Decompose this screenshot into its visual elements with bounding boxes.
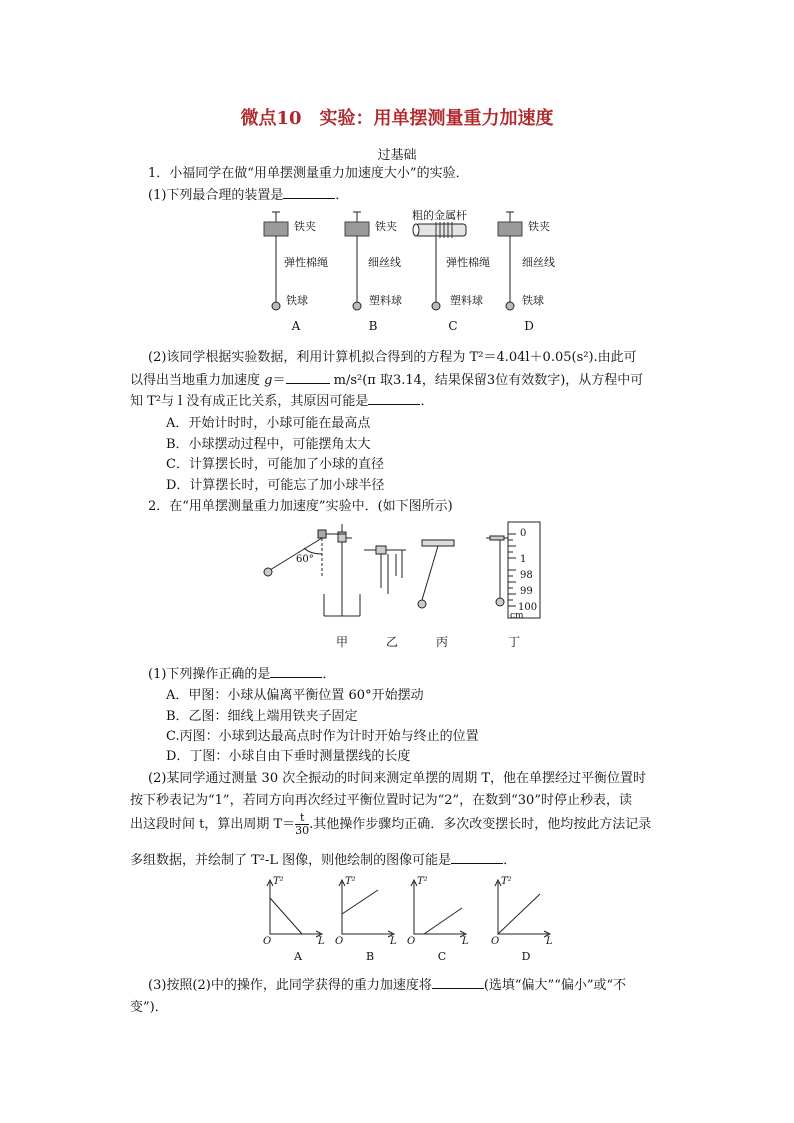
q1-p2-d: 知 T²与 l 没有成正比关系，其原因可能是 xyxy=(130,394,369,409)
q2-stem: 2．在“用单摆测量重力加速度”实验中．(如下图所示) xyxy=(148,499,453,514)
label-clamp-d: 铁夹 xyxy=(528,220,550,233)
q2-choice-d: D．丁图：小球自由下垂时测量摆线的长度 xyxy=(166,749,411,764)
q1-p2-eq: T²＝4.04l＋0.05(s²).由此可 xyxy=(469,350,637,365)
graph-option-a: A xyxy=(294,950,302,963)
label-elastic-a: 弹性棉绳 xyxy=(284,256,328,269)
q1-part1-text: (1)下列最合理的装置是 xyxy=(148,188,284,203)
q1-choice-d: D．计算摆长时，可能忘了加小球半径 xyxy=(166,478,385,493)
option-label-c: C xyxy=(448,319,458,333)
label-clamp-b: 铁夹 xyxy=(375,220,397,233)
q2-p3-b: (选填“偏大”“偏小”或“不 xyxy=(483,978,627,993)
fraction-numerator: t xyxy=(295,812,309,825)
q1-choice-a: A．开始计时时，小球可能在最高点 xyxy=(166,416,371,431)
q2-choice-a: A．甲图：小球从偏离平衡位置 60°开始摆动 xyxy=(166,688,424,703)
q1-part2-line2: 以得出当地重力加速度 g＝ m/s²(π 取3.14，结果保留3位有效数字)，从方程中可 xyxy=(130,373,644,388)
q1-p2-a: (2)该同学根据实验数据，利用计算机拟合得到的方程为 xyxy=(148,350,466,365)
pendulum-operations-figure xyxy=(256,518,556,654)
ruler-100: 100 xyxy=(518,602,538,613)
fig-label-ding: 丁 xyxy=(507,635,521,649)
ruler-99: 99 xyxy=(520,586,533,597)
section-heading: 过基础 xyxy=(377,148,417,163)
graph-c-xlabel: L xyxy=(462,936,469,947)
graph-b-ylabel: T² xyxy=(345,876,356,887)
fraction-denominator: 30 xyxy=(295,824,310,837)
graph-c-ylabel: T² xyxy=(417,876,428,887)
fig-label-jia: 甲 xyxy=(335,635,349,649)
graph-option-c: C xyxy=(437,950,447,963)
graph-a-origin: O xyxy=(263,936,272,947)
q1-p2-b: 以得出当地重力加速度 xyxy=(130,373,261,388)
label-thread-d: 细丝线 xyxy=(522,256,555,269)
angle-label: 60° xyxy=(296,554,314,565)
answer-blank[interactable] xyxy=(283,186,335,199)
answer-blank-g[interactable] xyxy=(286,371,330,384)
q1-part2-line3: 知 T²与 l 没有成正比关系，其原因可能是 ． xyxy=(130,394,434,409)
ruler-1: 1 xyxy=(520,554,527,565)
graph-d-ylabel: T² xyxy=(501,876,512,887)
graph-c-origin: O xyxy=(407,936,416,947)
graph-option-d: D xyxy=(521,950,531,963)
q1-stem: 1．小福同学在做“用单摆测量重力加速度大小”的实验． xyxy=(148,166,469,181)
fig-label-bing: 丙 xyxy=(435,635,449,649)
option-label-b: B xyxy=(368,319,378,333)
t2-l-graphs xyxy=(262,872,572,964)
label-ball-c: 塑料球 xyxy=(450,294,483,307)
q1-p2-c: m/s²(π 取3.14，结果保留3位有效数字)，从方程中可 xyxy=(333,373,644,388)
answer-blank-graph[interactable] xyxy=(451,851,503,864)
graph-d-origin: O xyxy=(491,936,500,947)
q2-part3-line2: 变”)． xyxy=(130,1000,168,1015)
q2-part3-line1 xyxy=(148,974,626,993)
q2-part1-text: (1)下列操作正确的是 xyxy=(148,667,271,682)
q2-p3-a: (3)按照(2)中的操作，此同学获得的重力加速度将 xyxy=(148,978,432,993)
label-ball-a: 铁球 xyxy=(286,294,308,307)
q2-part2-line2: 按下秒表记为“1”，若同方向再次经过平衡位置时记为“2”，在数到“30”时停止秒表，读 xyxy=(130,793,632,808)
graph-b-origin: O xyxy=(335,936,344,947)
q2-p2-l3a: 出这段时间 t，算出周期 T＝ xyxy=(130,817,296,832)
graph-d-xlabel: L xyxy=(546,936,553,947)
page-title: 微点10 实验：用单摆测量重力加速度 xyxy=(240,108,554,129)
answer-blank-reason[interactable] xyxy=(368,392,420,405)
q2-part1: (1)下列操作正确的是 ． xyxy=(148,667,336,682)
ruler-98: 98 xyxy=(520,570,533,581)
label-elastic-c: 弹性棉绳 xyxy=(446,256,490,269)
q2-choice-c: C.丙图：小球到达最高点时作为计时开始与终止的位置 xyxy=(166,729,479,744)
q1-choice-c: C．计算摆长时，可能加了小球的直径 xyxy=(166,457,384,472)
label-ball-d: 铁球 xyxy=(522,294,544,307)
option-label-a: A xyxy=(291,319,301,333)
q1-choice-b: B．小球摆动过程中，可能摆角太大 xyxy=(166,437,371,452)
answer-blank[interactable] xyxy=(270,665,322,678)
graph-b-xlabel: L xyxy=(390,936,397,947)
graph-option-b: B xyxy=(365,950,375,963)
answer-blank-g-error[interactable] xyxy=(432,976,484,989)
q2-p2-l3b: .其他操作步骤均正确．多次改变摆长时，他均按此方法记录 xyxy=(309,817,652,832)
graph-a-ylabel: T² xyxy=(273,876,284,887)
q2-part2-line1: (2)某同学通过测量 30 次全振动的时间来测定单摆的周期 T，他在单摆经过平衡位置时 xyxy=(148,771,647,786)
period-fraction xyxy=(295,812,309,837)
graph-a-xlabel: L xyxy=(318,936,325,947)
label-rod-c: 粗的金属杆 xyxy=(412,209,467,222)
q2-part2-line3 xyxy=(130,812,651,837)
q2-p2-l4: 多组数据，并绘制了 T²-L 图像，则他绘制的图像可能是 xyxy=(130,853,452,868)
ruler-unit: cm xyxy=(510,611,524,621)
q2-part2-line4: 多组数据，并绘制了 T²-L 图像，则他绘制的图像可能是 ． xyxy=(130,853,517,868)
q1-part1: (1)下列最合理的装置是 ． xyxy=(148,188,349,203)
q2-choice-b: B．乙图：细线上端用铁夹子固定 xyxy=(166,709,358,724)
option-label-d: D xyxy=(524,319,534,333)
label-ball-b: 塑料球 xyxy=(369,294,402,307)
pendulum-setups-figure xyxy=(250,206,570,336)
q1-part2-line1 xyxy=(148,346,637,365)
ruler-0: 0 xyxy=(520,528,527,539)
label-thread-b: 细丝线 xyxy=(368,256,401,269)
label-clamp-a: 铁夹 xyxy=(294,220,316,233)
fig-label-yi: 乙 xyxy=(385,635,399,649)
